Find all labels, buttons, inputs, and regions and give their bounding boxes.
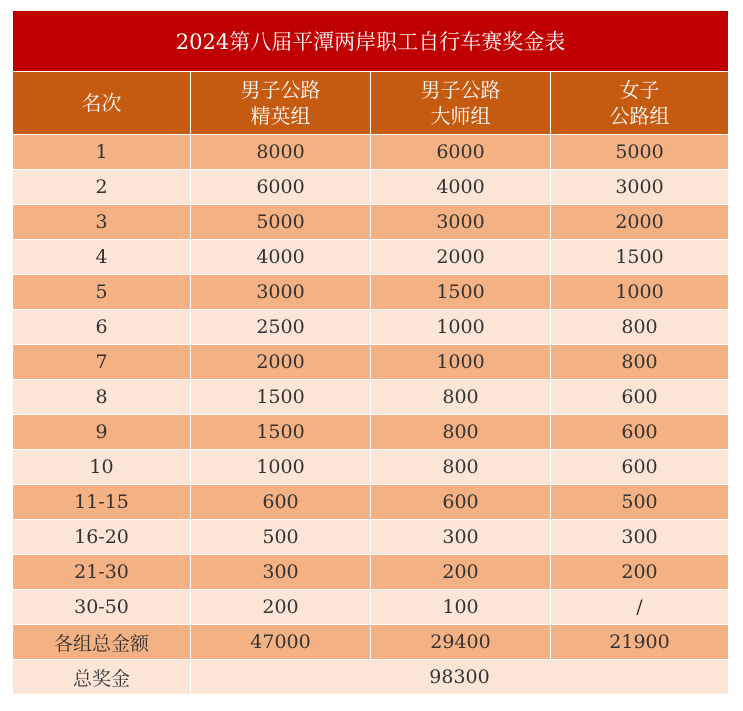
men-master-cell: 3000 [371,205,551,240]
rank-cell: 9 [13,415,191,450]
men-elite-cell: 500 [191,520,371,555]
men-master-cell: 1000 [371,345,551,380]
prize-table [12,10,729,695]
men-elite-total: 47000 [191,625,371,660]
women-road-cell: 1500 [551,240,729,275]
table-row [13,415,729,450]
men-elite-cell: 600 [191,485,371,520]
women-road-cell: 600 [551,380,729,415]
men-master-cell: 200 [371,555,551,590]
header-men-elite-line2: 精英组 [250,104,311,128]
men-elite-cell: 200 [191,590,371,625]
men-elite-cell: 2000 [191,345,371,380]
men-master-cell: 2000 [371,240,551,275]
men-master-cell: 4000 [371,170,551,205]
women-road-cell: 200 [551,555,729,590]
header-rank: 名次 [13,72,191,135]
table-row [13,310,729,345]
rank-cell: 8 [13,380,191,415]
women-road-cell: 600 [551,415,729,450]
rank-cell: 4 [13,240,191,275]
men-master-cell: 300 [371,520,551,555]
men-master-cell: 1000 [371,310,551,345]
women-road-cell: 600 [551,450,729,485]
rank-cell: 10 [13,450,191,485]
rank-cell: 7 [13,345,191,380]
men-master-cell: 800 [371,415,551,450]
table-row [13,380,729,415]
women-road-cell: 800 [551,310,729,345]
men-master-cell: 1500 [371,275,551,310]
group-totals-row [13,625,729,660]
men-elite-cell: 8000 [191,135,371,170]
table-row [13,205,729,240]
group-totals-label: 各组总金额 [13,625,191,660]
table-row [13,170,729,205]
men-master-cell: 800 [371,380,551,415]
title-row [13,11,729,72]
table-row [13,345,729,380]
rank-cell: 6 [13,310,191,345]
header-women-road-line2: 公路组 [609,104,670,128]
women-road-cell: 1000 [551,275,729,310]
men-elite-cell: 1000 [191,450,371,485]
table-row [13,240,729,275]
men-elite-cell: 3000 [191,275,371,310]
men-elite-cell: 5000 [191,205,371,240]
header-men-master-line1: 男子公路 [420,78,501,102]
grand-total-value: 98300 [191,660,729,695]
header-row [13,72,729,135]
header-men-elite-line1: 男子公路 [240,78,321,102]
rank-cell: 1 [13,135,191,170]
men-master-cell: 6000 [371,135,551,170]
table-row [13,275,729,310]
table-row [13,485,729,520]
women-road-cell: 500 [551,485,729,520]
men-elite-cell: 1500 [191,380,371,415]
grand-total-row [13,660,729,695]
men-elite-cell: 6000 [191,170,371,205]
women-road-cell: 3000 [551,170,729,205]
rank-cell: 2 [13,170,191,205]
rank-cell: 11-15 [13,485,191,520]
men-elite-cell: 4000 [191,240,371,275]
header-men-master [371,72,551,135]
rank-cell: 16-20 [13,520,191,555]
women-road-cell: 2000 [551,205,729,240]
men-master-cell: 600 [371,485,551,520]
table-row [13,135,729,170]
header-women-road [551,72,729,135]
grand-total-label: 总奖金 [13,660,191,695]
women-road-cell: 300 [551,520,729,555]
rank-cell: 21-30 [13,555,191,590]
table-row [13,555,729,590]
men-master-total: 29400 [371,625,551,660]
prize-table-body [13,135,729,695]
rank-cell: 3 [13,205,191,240]
rank-cell: 30-50 [13,590,191,625]
header-men-elite [191,72,371,135]
women-road-cell: 800 [551,345,729,380]
men-elite-cell: 2500 [191,310,371,345]
women-road-cell: 5000 [551,135,729,170]
table-row [13,520,729,555]
women-road-total: 21900 [551,625,729,660]
header-men-master-line2: 大师组 [430,104,491,128]
men-master-cell: 800 [371,450,551,485]
women-road-cell: / [551,590,729,625]
rank-cell: 5 [13,275,191,310]
table-title: 2024第八届平潭两岸职工自行车赛奖金表 [13,11,729,72]
header-women-road-line1: 女子 [619,78,660,102]
table-row [13,450,729,485]
table-row [13,590,729,625]
men-elite-cell: 1500 [191,415,371,450]
men-master-cell: 100 [371,590,551,625]
men-elite-cell: 300 [191,555,371,590]
